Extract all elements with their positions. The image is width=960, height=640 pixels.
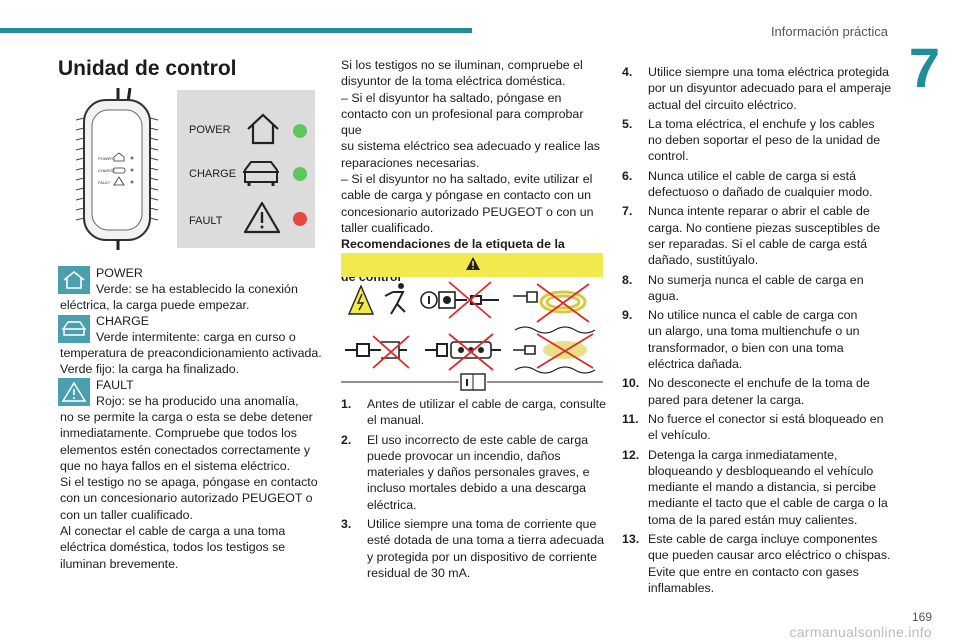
house-icon <box>245 112 281 146</box>
item-number: 1. <box>341 397 352 411</box>
text-line: Nunca utilice el cable de carga si está <box>648 168 857 183</box>
text-line: su sistema eléctrico sea adecuado y realice las <box>341 139 600 154</box>
indicator-panel <box>177 90 315 248</box>
power-title: POWER <box>96 266 143 280</box>
text-line: Nunca intente reparar o abrir el cable de <box>648 204 870 219</box>
fault-line: Si el testigo no se apaga, póngase en contacto <box>60 475 318 490</box>
fault-line: inmediatamente. Compruebe que todos los <box>60 426 297 441</box>
text-line: dañado, sustitúyalo. <box>648 253 759 268</box>
text-line: Evite que entre en contacto con gases <box>648 564 859 579</box>
text-line: por un disyuntor adecuado para el amperaje <box>648 81 892 96</box>
item-number: 9. <box>622 308 633 323</box>
power-text-2: eléctrica, la carga puede empezar. <box>60 298 250 312</box>
text-line: residual de 30 mA. <box>367 565 471 580</box>
text-line: cable de carga y póngase en contacto con un <box>341 188 592 203</box>
text-line: Utilice siempre una toma de corriente que <box>367 517 597 532</box>
fault-text-body <box>60 409 320 572</box>
house-icon <box>62 270 86 290</box>
fault-line: eléctrica doméstica, todos los testigos se <box>60 540 286 555</box>
panel-charge-label: CHARGE <box>189 168 237 180</box>
text-line: Utilice siempre una toma eléctrica protegida <box>648 65 890 79</box>
list-item <box>622 203 902 268</box>
fault-line: que no haya fallos en el sistema eléctrico. <box>60 458 291 473</box>
fault-line: con un taller cualificado. <box>60 507 193 522</box>
list-item <box>622 447 902 528</box>
label-pictograms <box>341 278 603 393</box>
charge-indicator-led <box>293 167 307 181</box>
charge-icon-badge <box>58 315 90 343</box>
charge-text-3: Verde fijo: la carga ha finalizado. <box>60 362 240 376</box>
text-line: un alargo, una toma multienchufe o un <box>648 324 860 339</box>
text-line: – Si el disyuntor ha saltado, póngase en <box>341 90 562 105</box>
label-warning-bar <box>341 253 603 277</box>
text-line: No utilice nunca el cable de carga con <box>648 308 858 323</box>
text-line: mediante el tacto que el cable de carga o la <box>648 496 888 511</box>
fault-line: iluminan brevemente. <box>60 556 179 571</box>
page-title: Unidad de control <box>58 57 237 80</box>
text-line: Detenga la carga inmediatamente, <box>648 447 838 462</box>
fault-icon-badge <box>58 378 90 406</box>
text-line: y protegida por un dispositivo de corriente <box>367 549 598 564</box>
text-line: puede provocar un incendio, daños <box>367 448 561 463</box>
text-line: defectuoso o dañado de cualquier modo. <box>648 185 873 200</box>
text-line: bloqueando y desbloqueando el vehículo <box>648 463 874 478</box>
text-line: no deben soportar el peso de la unidad de <box>648 133 881 148</box>
text-line: – Si el disyuntor no ha saltado, evite utilizar el <box>341 172 593 187</box>
list-item <box>622 116 902 165</box>
warning-icon <box>465 256 481 272</box>
list-item <box>622 272 902 305</box>
list-item <box>341 396 609 429</box>
item-text <box>648 307 859 372</box>
text-line: control. <box>648 149 689 164</box>
panel-fault-label: FAULT <box>189 215 223 227</box>
item-number: 2. <box>341 432 352 447</box>
text-line: el vehículo. <box>648 428 711 443</box>
text-line: mediante el mando a distancia, si percibe <box>648 480 876 495</box>
list-item <box>622 375 902 408</box>
page-number: 169 <box>911 610 932 624</box>
item-text <box>648 272 864 305</box>
item-text <box>648 375 870 408</box>
text-line: Antes de utilizar el cable de carga, consulte <box>367 397 607 411</box>
text-line: agua. <box>648 288 680 303</box>
text-line: disyuntor de la toma eléctrica doméstica. <box>341 74 566 89</box>
breaker-paragraph <box>341 57 606 285</box>
text-line: Si los testigos no se iluminan, compruebe el <box>341 58 583 72</box>
item-number: 4. <box>622 65 633 79</box>
header-accent-bar <box>0 28 472 33</box>
power-text-1: Verde: se ha establecido la conexión <box>96 282 298 296</box>
list-item <box>341 432 609 513</box>
text-line: El uso incorrecto de este cable de carga <box>367 432 589 447</box>
text-line: No desconecte el enchufe de la toma de <box>648 376 870 391</box>
text-line: La toma eléctrica, el enchufe y los cables <box>648 116 875 131</box>
list-item <box>622 411 902 444</box>
svg-text:FAULT: FAULT <box>98 180 111 185</box>
text-line: carga. No contiene piezas susceptibles de <box>648 220 881 235</box>
item-number: 10. <box>622 376 640 391</box>
fault-line: elementos estén conectados correctamente y <box>60 442 311 457</box>
svg-text:POWER: POWER <box>98 156 114 161</box>
text-line: No sumerja nunca el cable de carga en <box>648 272 864 287</box>
fault-text-1: Rojo: se ha producido una anomalía, <box>96 394 299 408</box>
text-line: No fuerce el conector si está bloqueado en <box>648 411 884 426</box>
text-line: transformador, o bien con una toma <box>648 340 844 355</box>
panel-power-label: POWER <box>189 124 231 136</box>
right-instructions-list <box>622 64 902 599</box>
fault-indicator-led <box>293 212 307 226</box>
list-item <box>622 64 902 113</box>
svg-text:CHARGE: CHARGE <box>98 168 116 173</box>
item-number: 8. <box>622 272 633 287</box>
list-item <box>341 516 609 581</box>
item-text <box>648 447 888 528</box>
text-line: el manual. <box>367 413 425 428</box>
text-line: materiales y daños personales graves, e <box>367 465 590 480</box>
charge-title: CHARGE <box>96 314 150 328</box>
text-line: contacto con un profesional para comprobar que <box>341 106 584 138</box>
text-line: ser reparadas. Si el cable de carga está <box>648 236 868 251</box>
text-line: eléctrica. <box>367 497 417 512</box>
item-text <box>648 203 880 268</box>
text-line: concesionario autorizado PEUGEOT o con un <box>341 204 594 219</box>
text-line: esté dotada de una toma a tierra adecuada <box>367 533 604 548</box>
text-line: taller cualificado. <box>341 220 434 235</box>
item-number: 12. <box>622 447 640 462</box>
item-text <box>648 168 873 201</box>
power-icon-badge <box>58 266 90 294</box>
power-indicator-led <box>293 124 307 138</box>
item-text <box>648 116 880 165</box>
text-line: reparaciones necesarias. <box>341 155 480 170</box>
fault-line: Al conectar el cable de carga a una toma <box>60 524 286 539</box>
item-number: 3. <box>341 517 352 532</box>
text-line: eléctrica dañada. <box>648 357 743 372</box>
text-line: que pueden causar arco eléctrico o chispas. <box>648 548 891 563</box>
text-line: actual del circuito eléctrico. <box>648 97 797 112</box>
car-icon <box>61 319 87 339</box>
item-text <box>367 396 606 429</box>
item-text <box>648 411 884 444</box>
fault-line: con un concesionario autorizado PEUGEOT o <box>60 491 313 506</box>
fault-line: no se permite la carga o esta se debe detener <box>60 410 313 424</box>
item-text <box>648 531 890 596</box>
item-text <box>648 64 891 113</box>
warning-icon <box>243 200 281 234</box>
car-icon <box>241 158 281 188</box>
text-line: incluso mortales debido a una descarga <box>367 481 587 496</box>
charge-text-2: temperatura de preacondicionamiento activada. <box>60 346 322 360</box>
charge-text-1: Verde intermitente: carga en curso o <box>96 330 296 344</box>
section-title: Información práctica <box>770 24 888 39</box>
control-unit-illustration <box>58 88 176 250</box>
text-line: Este cable de carga incluye componentes <box>648 532 878 547</box>
chapter-number: 7 <box>908 36 940 99</box>
warning-icon <box>62 381 86 403</box>
item-number: 11. <box>622 411 639 426</box>
item-text <box>367 432 589 513</box>
watermark: carmanualsonline.info <box>789 624 932 640</box>
item-number: 13. <box>622 532 640 547</box>
item-number: 5. <box>622 116 633 131</box>
text-line: toma de la pared están muy calientes. <box>648 512 858 527</box>
item-number: 6. <box>622 168 633 183</box>
fault-title: FAULT <box>96 378 134 392</box>
middle-instructions-list <box>341 396 609 584</box>
list-item <box>622 531 902 596</box>
item-number: 7. <box>622 204 633 219</box>
item-text <box>367 516 604 581</box>
text-line: inflamables. <box>648 580 715 595</box>
list-item <box>622 307 902 372</box>
recommendations-heading: Recomendaciones de la etiqueta de la <box>341 237 565 252</box>
text-line: pared para detener la carga. <box>648 392 805 407</box>
list-item <box>622 168 902 201</box>
